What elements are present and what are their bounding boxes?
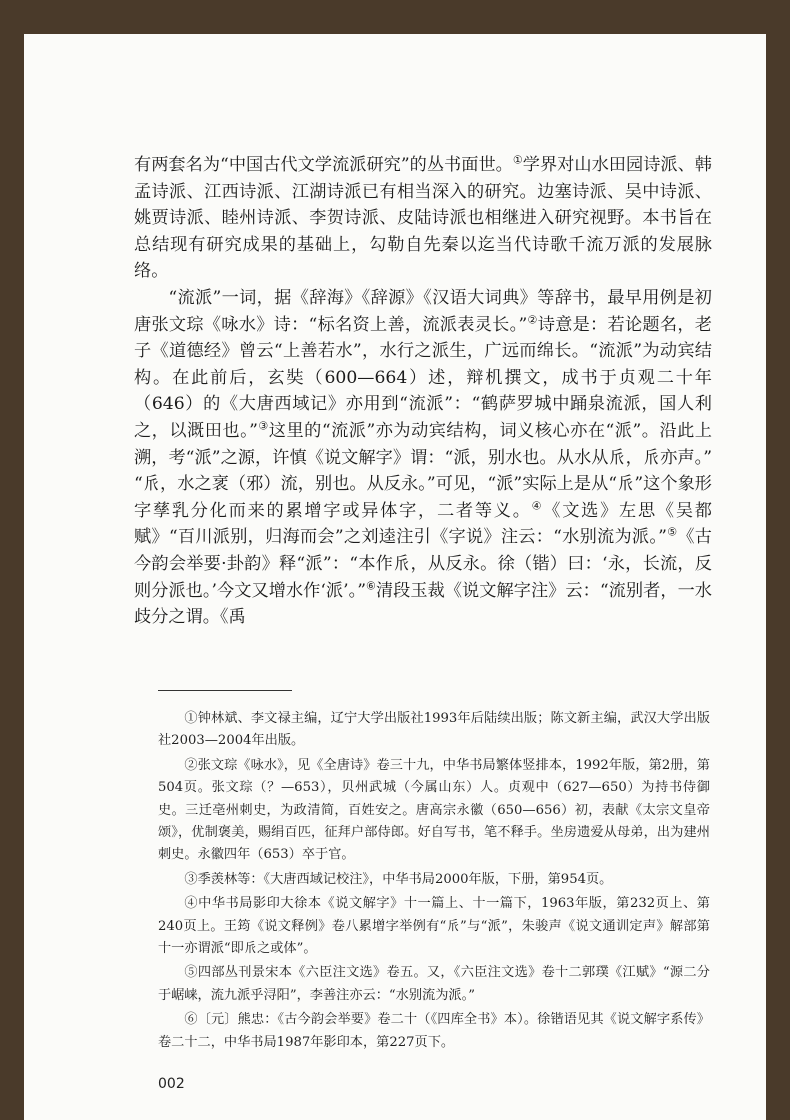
footnotes	[158, 708, 710, 1056]
body-text-segment: 这里的“流派”亦为动宾结构，词义核心亦在“派”。沿此上溯，考“派”之源，许慎《说文解字》谓：“派，别水也。从水从𠂢，𠂢亦声。” “𠂢，水之衺（邪）流，别也。从反永。”可见，“派”实际上是从“𠂢”这个象形字孳乳分化而来的累增字或异体字，二者等义。	[134, 420, 712, 521]
body-text-segment: 有两套名为“中国古代文学流派研究”的丛书面世。	[134, 155, 513, 175]
book-page	[24, 34, 766, 1120]
footnote-reference: ①	[512, 153, 523, 167]
body-text-segment: 《古今韵会举要·卦韵》释“派”：“本作𠂢，从反永。徐（锴）曰：‘永，长流，反则分派也。’今文又增水作‘派’。”	[134, 527, 712, 601]
body-paragraph	[134, 152, 712, 285]
footnote-reference: ③	[257, 419, 269, 433]
page-number: 002	[158, 1076, 185, 1092]
footnote-reference: ⑥	[366, 578, 376, 592]
body-text-segment: 学界对山水田园诗派、韩孟诗派、江西诗派、江湖诗派已有相当深入的研究。边塞诗派、吴中诗派、姚贾诗派、睦州诗派、李贺诗派、皮陆诗派也相继进入研究视野。本书旨在总结现有研究成果的基础上，勾勒自先秦以迄当代诗歌千流万派的发展脉络。	[134, 155, 712, 282]
footnote: ④中华书局影印大徐本《说文解字》十一篇上、十一篇下，1963年版，第232页上、第240页上。王筠《说文释例》卷八累增字举例有“𠂢”与“派”，朱骏声《说文通训定声》解部第十一亦谓派“即𠂢之或体”。	[158, 896, 710, 957]
footnote: ②张文琮《咏水》，见《全唐诗》卷三十九，中华书局繁体竖排本，1992年版，第2册，第504页。张文琮（？—653），贝州武城（今属山东）人。贞观中（627—650）为持书侍御史。三迁亳州刺史，为政清简，百姓安之。唐高宗永徽（650—656）初，表献《太宗文皇帝颂》，优制褒美，赐绢百匹，征拜户部侍郎。好自写书，笔不释手。坐房遗爱从母弟，出为建州刺史。永徽四年（653）卒于官。	[158, 757, 710, 863]
footnote: ①钟林斌、李文禄主编，辽宁大学出版社1993年后陆续出版；陈文新主编，武汉大学出版社2003—2004年出版。	[158, 711, 710, 749]
body-text-segment: 诗意是：若论题名，老子《道德经》曾云“上善若水”，水行之派生，广远而绵长。“流派”为动宾结构。在此前后，玄奘（600—664）述，辩机撰文，成书于贞观二十年（646）的《大唐西域记》亦用到“流派”：“鹤萨罗城中踊泉流派，国人利之，以溉田也。”	[134, 314, 712, 441]
footnote-separator	[158, 690, 292, 691]
footnote: ⑥〔元〕熊忠：《古今韵会举要》卷二十（《四库全书》本）。徐锴语见其《说文解字系传》卷二十二，中华书局1987年影印本，第227页下。	[158, 1012, 710, 1050]
footnote: ⑤四部丛刊景宋本《六臣注文选》卷五。又，《六臣注文选》卷十二郭璞《江赋》“源二分于崌崃，流九派乎浔阳”，李善注亦云：“水别流为派。”	[158, 965, 710, 1003]
footnote-reference: ⑤	[666, 525, 678, 539]
body-paragraph	[134, 285, 712, 631]
footnote-reference: ②	[527, 312, 538, 326]
footnote: ③季羡林等：《大唐西域记校注》，中华书局2000年版，下册，第954页。	[184, 871, 613, 887]
footnote-reference: ④	[531, 498, 544, 512]
main-text	[134, 152, 712, 631]
body-text-segment: “流派”一词，据《辞海》《辞源》《汉语大词典》等辞书，最早用例是初唐张文琮《咏水》诗：“标名资上善，流派表灵长。”	[134, 287, 712, 335]
body-text-segment: 清段玉裁《说文解字注》云：“流别者，一水歧分之谓。《禹	[134, 580, 712, 628]
body-text-segment: 《文选》左思《吴都赋》“百川派别，归海而会”之刘逵注引《字说》注云：“水别流为派。”	[134, 500, 712, 548]
